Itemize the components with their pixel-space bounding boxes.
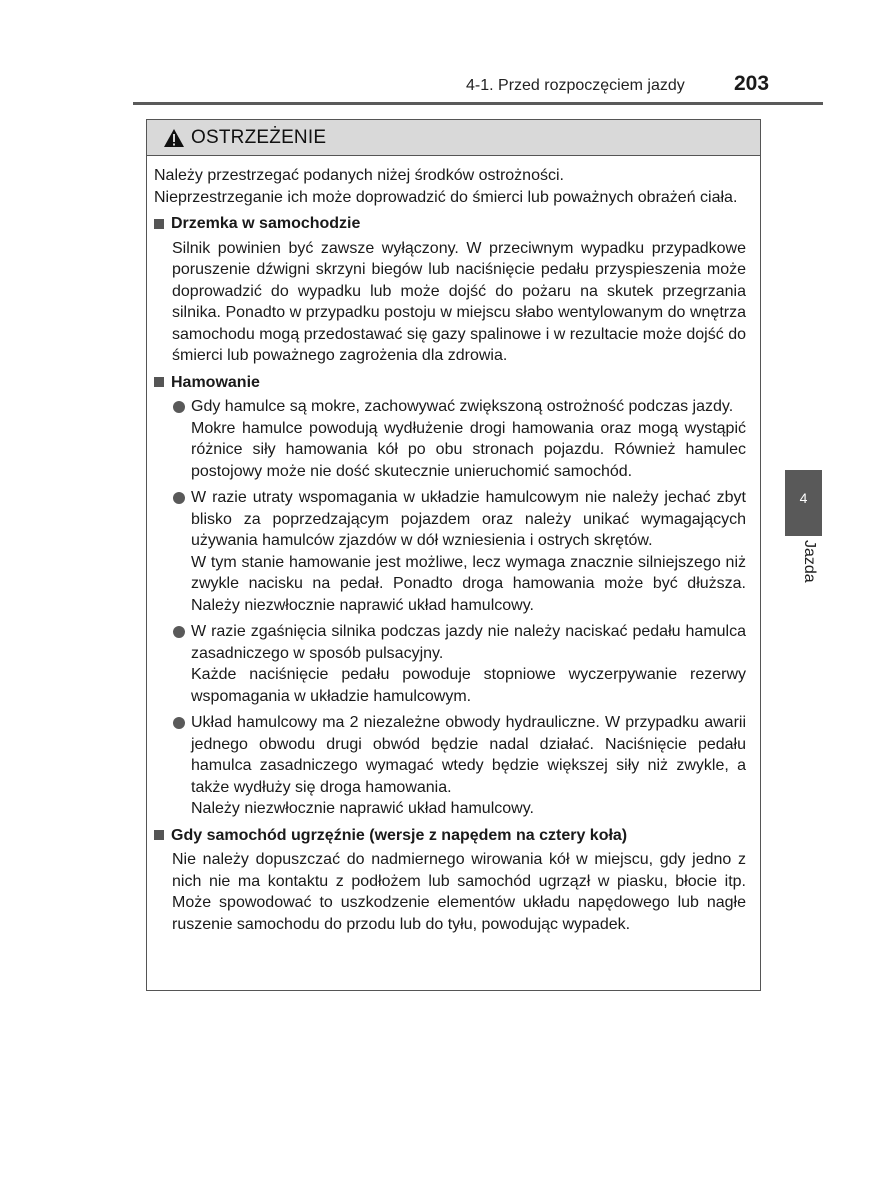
round-bullet-icon xyxy=(173,401,185,413)
bullet-text: W razie utraty wspomagania w układzie hamulcowym nie należy jechać zbyt blisko za poprzedzającym pojazdem oraz należy unikać wymagających używania hamulców zjazdów w dół wzniesienia i ostrych skrętów. xyxy=(191,489,746,549)
running-header-section: 4-1. Przed rozpoczęciem jazdy xyxy=(466,77,685,94)
square-bullet-icon xyxy=(154,219,164,229)
bullet-extra-text: W tym stanie hamowanie jest możliwe, lecz wymaga znacznie silniejszego niż zwykle nacisku na pedał. Ponadto droga hamowania może być dłuższa. Należy niezwłocznie naprawić układ hamulcowy. xyxy=(191,553,746,614)
section-body-nap xyxy=(154,238,746,367)
bullet-text: Gdy hamulce są mokre, zachowywać zwiększoną ostrożność podczas jazdy. xyxy=(191,398,734,415)
section-heading-text: Gdy samochód ugrzęźnie (wersje z napędem na cztery koła) xyxy=(171,826,628,844)
intro-line: Należy przestrzegać podanych niżej środków ostrożności. xyxy=(154,167,564,184)
section-heading-nap xyxy=(154,213,746,235)
section-heading-text: Hamowanie xyxy=(171,373,260,391)
section-body-stuck xyxy=(154,849,746,935)
bullet-extra-text: Należy niezwłocznie naprawić układ hamulcowy. xyxy=(191,800,534,817)
section-heading-text: Drzemka w samochodzie xyxy=(171,215,361,232)
bullet-item xyxy=(172,712,746,820)
warning-body xyxy=(147,156,760,935)
bullet-extra-text: Mokre hamulce powodują wydłużenie drogi hamowania oraz mogą wystąpić różnice siły hamowania kół po obu stronach pojazdu. Również hamulec postojowy może nie dość skutecznie unieruchomić samochód. xyxy=(191,419,746,480)
section-body-braking xyxy=(154,396,746,820)
bullet-item xyxy=(172,621,746,707)
chapter-number: 4 xyxy=(799,490,808,506)
warning-box xyxy=(146,119,761,991)
round-bullet-icon xyxy=(173,492,185,504)
warning-header xyxy=(147,120,760,156)
intro-line: Nieprzestrzeganie ich może doprowadzić do śmierci lub poważnych obrażeń ciała. xyxy=(154,188,738,206)
warning-title: OSTRZEŻENIE xyxy=(191,126,327,148)
header-divider xyxy=(133,102,823,105)
bullet-extra-text: Każde naciśnięcie pedału powoduje stopniowe wyczerpywanie rezerwy wspomagania w układzie hamulcowym. xyxy=(191,666,746,705)
chapter-tab[interactable] xyxy=(785,470,822,536)
section-paragraph: Nie należy dopuszczać do nadmiernego wirowania kół w miejscu, gdy jedno z nich nie ma kontaktu z podłożem lub samochód ugrzązł w piasku, błocie itp. Może spowodować to uszkodzenie elementów układu napędowego lub nagłe ruszenie samochodu do przodu lub do tyłu, powodując wypadek. xyxy=(172,851,746,933)
round-bullet-icon xyxy=(173,626,185,638)
square-bullet-icon xyxy=(154,377,164,387)
bullet-item xyxy=(172,396,746,482)
round-bullet-icon xyxy=(173,717,185,729)
section-paragraph: Silnik powinien być zawsze wyłączony. W przeciwnym wypadku przypadkowe poruszenie dźwigni skrzyni biegów lub naciśnięcie pedału przyspieszenia może doprowadzić do wypadku lub może dojść do pożaru na skutek przegrzania silnika. Ponadto w przypadku postoju w miejscu słabo wentylowanym do wnętrza samochodu mogą przedostawać się gazy spalinowe i w rezultacie może dojść do śmierci lub poważnego zagrożenia dla zdrowia. xyxy=(172,239,746,364)
square-bullet-icon xyxy=(154,830,164,840)
chapter-label-text: Jazda xyxy=(801,540,818,583)
bullet-item xyxy=(172,487,746,616)
section-heading-braking xyxy=(154,372,746,394)
section-heading-stuck xyxy=(154,825,746,847)
warning-triangle-icon xyxy=(163,128,185,148)
page-number: 203 xyxy=(734,72,770,95)
chapter-label xyxy=(796,540,818,610)
bullet-text: W razie zgaśnięcia silnika podczas jazdy nie należy naciskać pedału hamulca zasadniczego w sposób pulsacyjny. xyxy=(191,623,746,662)
bullet-text: Układ hamulcowy ma 2 niezależne obwody hydrauliczne. W przypadku awarii jednego obwodu drugi obwód będzie nadal działać. Naciśnięcie pedału hamulca zasadniczego wymagać wtedy będzie większej siły niż zwykle, a także wydłuży się droga hamowania. xyxy=(191,714,746,796)
